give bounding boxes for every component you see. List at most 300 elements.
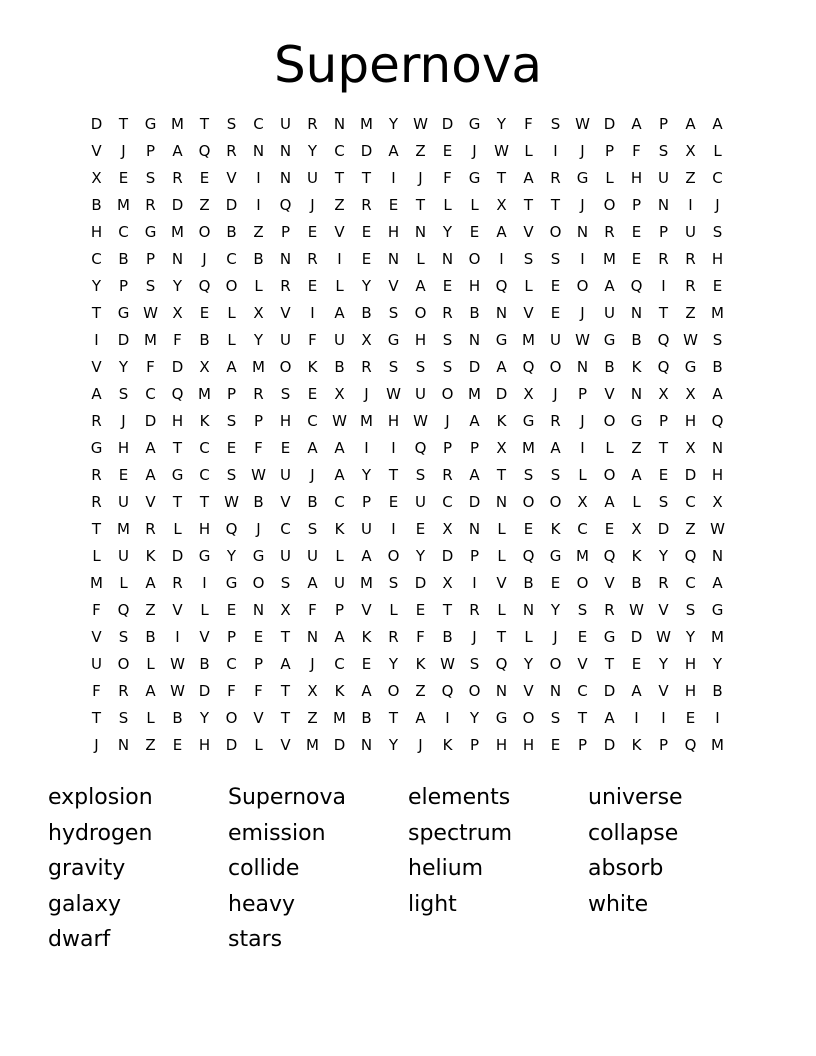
- grid-letter: S: [226, 412, 237, 430]
- grid-letter: C: [307, 412, 318, 430]
- grid-letter: M: [90, 574, 103, 592]
- grid-letter: E: [631, 655, 642, 673]
- grid-letter: H: [468, 277, 481, 295]
- grid-letter: E: [361, 655, 372, 673]
- grid-letter: P: [226, 628, 237, 646]
- grid-letter: H: [684, 412, 697, 430]
- grid-letter: M: [360, 574, 373, 592]
- word-list-item: collide: [228, 856, 300, 881]
- grid-letter: S: [658, 142, 669, 160]
- grid-letter: W: [656, 628, 671, 646]
- grid-letter: W: [710, 520, 725, 538]
- grid-letter: C: [442, 493, 453, 511]
- grid-letter: M: [306, 736, 319, 754]
- grid-letter: Q: [495, 277, 508, 295]
- grid-letter: E: [631, 250, 642, 268]
- grid-row: [83, 327, 731, 354]
- grid-letter: V: [523, 682, 534, 700]
- grid-letter: E: [577, 628, 588, 646]
- grid-letter: A: [469, 466, 480, 484]
- grid-letter: C: [712, 169, 723, 187]
- grid-letter: D: [603, 736, 616, 754]
- grid-letter: X: [685, 385, 696, 403]
- grid-letter: U: [658, 169, 669, 187]
- grid-letter: F: [254, 682, 263, 700]
- grid-letter: D: [441, 115, 454, 133]
- grid-letter: J: [418, 736, 423, 754]
- grid-letter: Y: [253, 331, 264, 349]
- grid-letter: S: [523, 466, 534, 484]
- grid-letter: Z: [685, 169, 696, 187]
- grid-letter: E: [118, 466, 129, 484]
- grid-letter: E: [307, 277, 318, 295]
- grid-letter: W: [440, 655, 455, 673]
- grid-letter: X: [307, 682, 318, 700]
- grid-letter: C: [226, 250, 237, 268]
- grid-letter: T: [172, 439, 183, 457]
- grid-letter: J: [364, 385, 369, 403]
- grid-letter: L: [605, 439, 614, 457]
- grid-letter: E: [361, 223, 372, 241]
- grid-letter: X: [172, 304, 183, 322]
- grid-letter: A: [415, 277, 426, 295]
- grid-letter: A: [469, 412, 480, 430]
- word-list-item: dwarf: [48, 927, 111, 952]
- grid-letter: P: [145, 142, 156, 160]
- grid-letter: W: [224, 493, 239, 511]
- grid-letter: A: [685, 115, 696, 133]
- grid-letter: Q: [657, 358, 670, 376]
- grid-letter: U: [118, 547, 129, 565]
- grid-letter: V: [280, 736, 291, 754]
- grid-letter: I: [364, 439, 369, 457]
- word-list-item: helium: [408, 856, 484, 881]
- grid-letter: L: [524, 142, 533, 160]
- grid-letter: P: [145, 250, 156, 268]
- grid-letter: N: [711, 547, 724, 565]
- grid-letter: G: [225, 574, 238, 592]
- grid-letter: B: [334, 358, 345, 376]
- grid-letter: L: [443, 196, 452, 214]
- grid-letter: U: [307, 547, 318, 565]
- grid-letter: K: [307, 358, 318, 376]
- grid-letter: A: [334, 304, 345, 322]
- grid-letter: E: [253, 628, 264, 646]
- grid-letter: T: [658, 304, 669, 322]
- grid-letter: Y: [172, 277, 183, 295]
- grid-letter: F: [92, 601, 101, 619]
- grid-letter: J: [472, 142, 477, 160]
- grid-letter: E: [361, 250, 372, 268]
- grid-letter: T: [496, 466, 507, 484]
- grid-letter: J: [121, 142, 126, 160]
- grid-row: [83, 651, 731, 678]
- grid-letter: Q: [522, 547, 535, 565]
- grid-letter: L: [416, 250, 425, 268]
- grid-letter: R: [550, 412, 561, 430]
- grid-letter: V: [145, 493, 156, 511]
- grid-letter: A: [712, 385, 723, 403]
- grid-letter: A: [280, 655, 291, 673]
- grid-letter: X: [712, 493, 723, 511]
- grid-letter: W: [386, 385, 401, 403]
- grid-letter: G: [90, 439, 103, 457]
- grid-letter: T: [91, 520, 102, 538]
- grid-letter: C: [226, 655, 237, 673]
- grid-letter: B: [253, 493, 264, 511]
- grid-letter: V: [523, 223, 534, 241]
- grid-row: [83, 165, 731, 192]
- grid-letter: L: [92, 547, 101, 565]
- grid-letter: L: [524, 628, 533, 646]
- grid-letter: D: [225, 736, 238, 754]
- word-list: [48, 780, 768, 958]
- grid-letter: T: [280, 709, 291, 727]
- grid-letter: N: [549, 682, 562, 700]
- grid-letter: B: [523, 574, 534, 592]
- grid-letter: M: [522, 439, 535, 457]
- grid-letter: C: [91, 250, 102, 268]
- grid-letter: M: [522, 331, 535, 349]
- word-list-item: white: [588, 891, 649, 917]
- grid-letter: N: [711, 439, 724, 457]
- grid-letter: X: [442, 520, 453, 538]
- grid-letter: B: [226, 223, 237, 241]
- grid-letter: S: [118, 628, 129, 646]
- grid-letter: K: [361, 628, 372, 646]
- grid-letter: R: [442, 304, 453, 322]
- grid-letter: D: [441, 547, 454, 565]
- grid-letter: N: [387, 250, 400, 268]
- grid-letter: R: [91, 466, 102, 484]
- grid-letter: A: [604, 709, 615, 727]
- grid-letter: B: [307, 493, 318, 511]
- word-list-item: absorb: [588, 856, 664, 881]
- grid-letter: N: [441, 250, 454, 268]
- grid-letter: X: [199, 358, 210, 376]
- grid-letter: U: [415, 385, 426, 403]
- grid-letter: M: [198, 385, 211, 403]
- grid-letter: S: [388, 358, 399, 376]
- grid-letter: D: [171, 196, 184, 214]
- grid-letter: X: [253, 304, 264, 322]
- grid-letter: L: [632, 493, 641, 511]
- grid-letter: N: [306, 628, 319, 646]
- grid-letter: E: [550, 574, 561, 592]
- grid-letter: M: [171, 223, 184, 241]
- grid-letter: X: [334, 385, 345, 403]
- grid-letter: C: [685, 574, 696, 592]
- grid-letter: R: [361, 358, 372, 376]
- grid-letter: O: [603, 466, 616, 484]
- grid-letter: H: [279, 412, 292, 430]
- grid-letter: I: [472, 574, 477, 592]
- grid-letter: T: [550, 196, 561, 214]
- grid-letter: Q: [441, 682, 454, 700]
- grid-letter: M: [576, 547, 589, 565]
- grid-letter: T: [496, 628, 507, 646]
- grid-letter: O: [441, 385, 454, 403]
- grid-letter: H: [387, 412, 400, 430]
- grid-letter: Q: [711, 412, 724, 430]
- grid-row: [83, 705, 731, 732]
- grid-letter: C: [577, 520, 588, 538]
- word-list-item: Supernova: [228, 785, 346, 810]
- grid-letter: A: [604, 277, 615, 295]
- grid-letter: O: [549, 493, 562, 511]
- grid-letter: N: [468, 331, 481, 349]
- grid-letter: N: [279, 142, 292, 160]
- grid-letter: J: [580, 412, 585, 430]
- grid-letter: V: [334, 223, 345, 241]
- grid-letter: G: [468, 169, 481, 187]
- grid-letter: P: [658, 115, 669, 133]
- word-list-item: collapse: [588, 820, 679, 846]
- grid-letter: B: [91, 196, 102, 214]
- grid-letter: K: [334, 682, 345, 700]
- grid-letter: S: [280, 385, 291, 403]
- grid-letter: V: [280, 304, 291, 322]
- grid-letter: Y: [388, 736, 399, 754]
- grid-letter: Q: [198, 142, 211, 160]
- grid-letter: P: [577, 385, 588, 403]
- grid-letter: H: [684, 655, 697, 673]
- grid-letter: O: [468, 682, 481, 700]
- grid-letter: A: [496, 358, 507, 376]
- grid-letter: T: [658, 439, 669, 457]
- grid-letter: L: [335, 547, 344, 565]
- grid-letter: I: [391, 520, 396, 538]
- grid-letter: Z: [415, 682, 426, 700]
- grid-letter: B: [199, 331, 210, 349]
- grid-letter: V: [523, 304, 534, 322]
- grid-letter: L: [713, 142, 722, 160]
- grid-letter: W: [170, 655, 185, 673]
- grid-letter: I: [94, 331, 99, 349]
- grid-letter: T: [172, 493, 183, 511]
- grid-letter: A: [415, 709, 426, 727]
- grid-letter: D: [684, 466, 697, 484]
- grid-letter: Q: [279, 196, 292, 214]
- grid-letter: D: [468, 493, 481, 511]
- grid-letter: O: [279, 358, 292, 376]
- grid-letter: I: [688, 196, 693, 214]
- grid-letter: L: [470, 196, 479, 214]
- grid-letter: X: [631, 520, 642, 538]
- grid-letter: S: [550, 466, 561, 484]
- grid-letter: G: [252, 547, 265, 565]
- grid-letter: H: [711, 466, 724, 484]
- grid-row: [83, 192, 731, 219]
- grid-letter: C: [577, 682, 588, 700]
- word-list-item: gravity: [48, 856, 126, 881]
- grid-letter: N: [630, 385, 643, 403]
- grid-letter: V: [253, 709, 264, 727]
- grid-letter: W: [251, 466, 266, 484]
- grid-letter: V: [91, 628, 102, 646]
- grid-letter: Z: [145, 736, 156, 754]
- grid-letter: R: [91, 412, 102, 430]
- grid-letter: Q: [630, 277, 643, 295]
- grid-letter: Y: [469, 709, 480, 727]
- grid-letter: A: [145, 574, 156, 592]
- grid-letter: T: [91, 304, 102, 322]
- grid-letter: A: [334, 466, 345, 484]
- grid-letter: P: [469, 736, 480, 754]
- grid-letter: E: [658, 466, 669, 484]
- grid-letter: P: [631, 196, 642, 214]
- grid-row: [83, 381, 731, 408]
- grid-letter: D: [333, 736, 346, 754]
- grid-letter: L: [254, 277, 263, 295]
- grid-letter: K: [631, 358, 642, 376]
- grid-letter: N: [576, 223, 589, 241]
- grid-letter: S: [280, 574, 291, 592]
- grid-letter: X: [496, 196, 507, 214]
- grid-letter: N: [360, 736, 373, 754]
- grid-letter: J: [715, 196, 720, 214]
- grid-letter: B: [361, 304, 372, 322]
- grid-letter: A: [334, 439, 345, 457]
- grid-letter: K: [496, 412, 507, 430]
- grid-letter: D: [603, 115, 616, 133]
- word-list-item: elements: [408, 785, 511, 810]
- grid-letter: B: [442, 628, 453, 646]
- grid-letter: T: [604, 655, 615, 673]
- grid-letter: A: [145, 466, 156, 484]
- grid-letter: P: [253, 655, 264, 673]
- grid-letter: Z: [334, 196, 345, 214]
- grid-letter: C: [199, 466, 210, 484]
- grid-letter: T: [388, 709, 399, 727]
- grid-letter: E: [388, 493, 399, 511]
- grid-letter: D: [360, 142, 373, 160]
- grid-letter: S: [550, 115, 561, 133]
- grid-letter: E: [199, 169, 210, 187]
- grid-letter: A: [550, 439, 561, 457]
- grid-letter: T: [280, 628, 291, 646]
- grid-letter: U: [280, 115, 291, 133]
- grid-letter: N: [252, 142, 265, 160]
- grid-letter: L: [524, 277, 533, 295]
- grid-letter: I: [661, 709, 666, 727]
- grid-letter: H: [630, 169, 643, 187]
- grid-letter: W: [170, 682, 185, 700]
- grid-letter: U: [685, 223, 696, 241]
- grid-letter: N: [495, 682, 508, 700]
- grid-letter: V: [199, 628, 210, 646]
- grid-letter: H: [171, 412, 184, 430]
- grid-letter: L: [227, 331, 236, 349]
- grid-letter: Q: [414, 439, 427, 457]
- grid-row: [83, 273, 731, 300]
- grid-letter: R: [604, 223, 615, 241]
- word-list-item: emission: [228, 820, 326, 846]
- grid-letter: N: [495, 304, 508, 322]
- grid-letter: V: [604, 385, 615, 403]
- grid-letter: F: [632, 142, 641, 160]
- grid-letter: H: [90, 223, 103, 241]
- grid-letter: Y: [496, 115, 507, 133]
- grid-letter: A: [496, 223, 507, 241]
- grid-letter: E: [172, 736, 183, 754]
- grid-letter: W: [332, 412, 347, 430]
- grid-letter: W: [683, 331, 698, 349]
- grid-letter: M: [333, 709, 346, 727]
- grid-letter: Z: [685, 520, 696, 538]
- grid-letter: A: [631, 115, 642, 133]
- grid-letter: M: [252, 358, 265, 376]
- grid-letter: E: [415, 520, 426, 538]
- grid-letter: O: [549, 655, 562, 673]
- grid-letter: L: [335, 277, 344, 295]
- grid-letter: K: [550, 520, 561, 538]
- grid-letter: D: [198, 682, 211, 700]
- grid-letter: X: [685, 439, 696, 457]
- grid-letter: E: [550, 277, 561, 295]
- grid-letter: U: [550, 331, 561, 349]
- grid-letter: R: [685, 250, 696, 268]
- grid-letter: T: [496, 169, 507, 187]
- grid-letter: B: [172, 709, 183, 727]
- grid-letter: H: [198, 520, 211, 538]
- grid-letter: E: [280, 439, 291, 457]
- grid-letter: G: [495, 331, 508, 349]
- grid-letter: R: [253, 385, 264, 403]
- grid-letter: G: [603, 628, 616, 646]
- grid-letter: D: [468, 358, 481, 376]
- grid-letter: U: [361, 520, 372, 538]
- grid-letter: O: [117, 655, 130, 673]
- grid-letter: O: [468, 250, 481, 268]
- grid-letter: J: [553, 385, 558, 403]
- grid-letter: S: [388, 574, 399, 592]
- grid-letter: M: [468, 385, 481, 403]
- grid-letter: X: [685, 142, 696, 160]
- grid-letter: R: [658, 574, 669, 592]
- grid-letter: O: [387, 547, 400, 565]
- grid-letter: K: [415, 655, 426, 673]
- grid-letter: T: [442, 601, 453, 619]
- grid-letter: R: [469, 601, 480, 619]
- grid-letter: A: [631, 682, 642, 700]
- grid-row: [83, 435, 731, 462]
- grid-letter: D: [630, 628, 643, 646]
- grid-letter: C: [118, 223, 129, 241]
- grid-letter: E: [550, 304, 561, 322]
- grid-letter: B: [253, 250, 264, 268]
- grid-letter: R: [604, 601, 615, 619]
- grid-letter: B: [604, 358, 615, 376]
- grid-letter: G: [144, 223, 157, 241]
- grid-letter: S: [145, 169, 156, 187]
- grid-letter: V: [172, 601, 183, 619]
- grid-letter: A: [361, 547, 372, 565]
- grid-letter: J: [445, 412, 450, 430]
- grid-row: [83, 246, 731, 273]
- grid-letter: U: [118, 493, 129, 511]
- grid-letter: Y: [685, 628, 696, 646]
- grid-letter: U: [280, 466, 291, 484]
- grid-letter: T: [523, 196, 534, 214]
- grid-letter: A: [145, 682, 156, 700]
- grid-letter: Q: [603, 547, 616, 565]
- grid-letter: Y: [199, 709, 210, 727]
- grid-letter: Y: [658, 655, 669, 673]
- grid-letter: R: [685, 277, 696, 295]
- grid-letter: K: [442, 736, 453, 754]
- grid-letter: Y: [307, 142, 318, 160]
